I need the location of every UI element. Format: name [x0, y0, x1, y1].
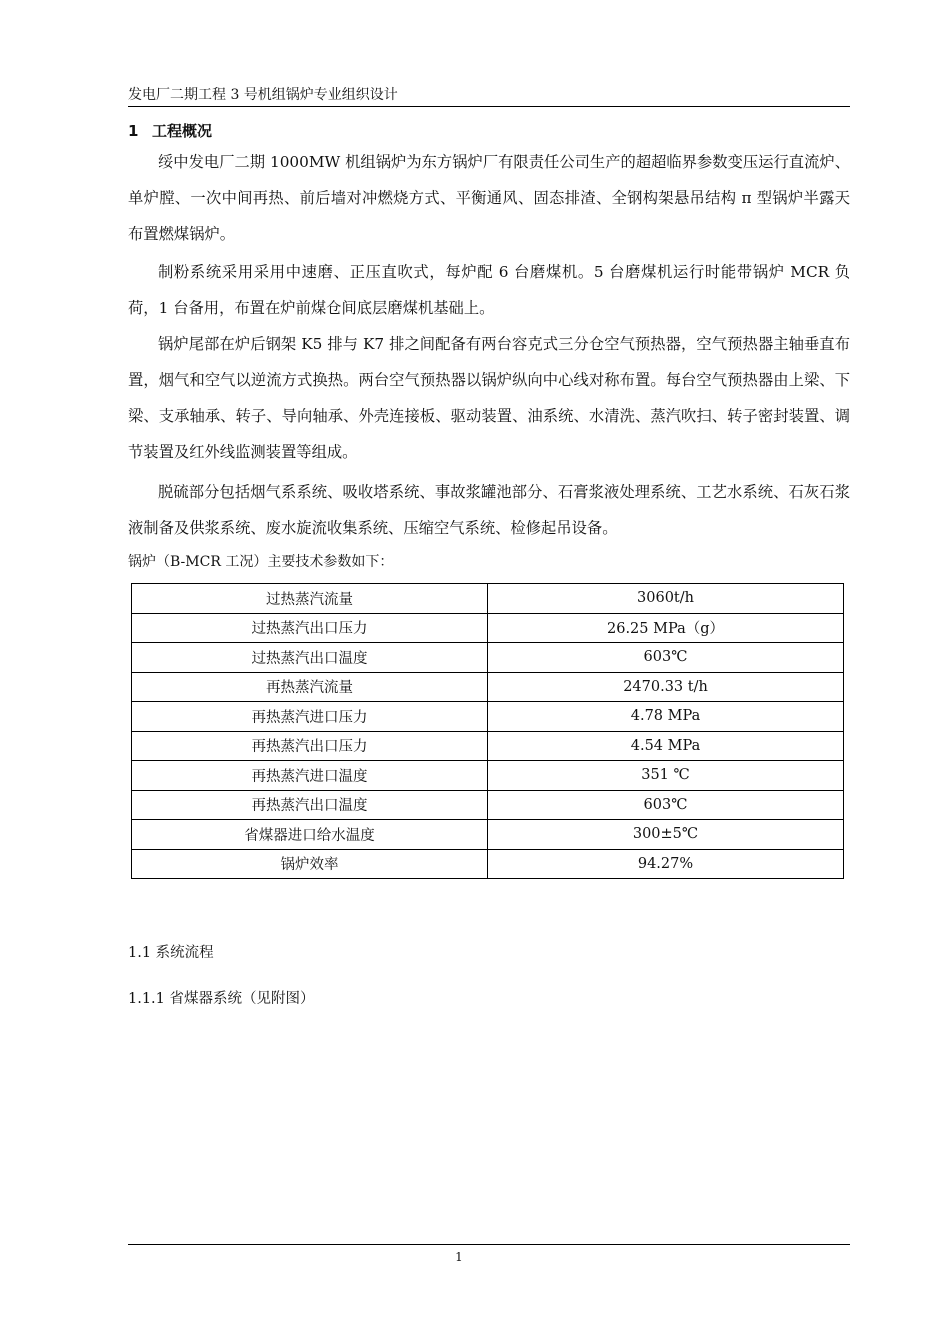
param-value-cell: 3060t/h — [488, 584, 844, 614]
param-value-cell: 351 ℃ — [488, 761, 844, 791]
table-caption: 锅炉（B-MCR 工况）主要技术参数如下： — [128, 554, 394, 570]
param-value-cell: 603℃ — [488, 643, 844, 673]
header-title: 发电厂二期工程 3 号机组锅炉专业组织设计 — [128, 87, 398, 103]
footer-divider — [128, 1244, 850, 1245]
paragraph-boiler-overview: 绥中发电厂二期 1000MW 机组锅炉为东方锅炉厂有限责任公司生产的超超临界参数变压运行直流炉、单炉膛、一次中间再热、前后墙对冲燃烧方式、平衡通风、固态排渣、全钢构架悬吊结构 π 型锅炉半露天布置燃煤锅炉。 — [128, 153, 850, 243]
param-name-cell: 再热蒸汽进口温度 — [132, 761, 488, 791]
param-name-cell: 过热蒸汽出口温度 — [132, 643, 488, 673]
section-title: 工程概况 — [152, 122, 213, 140]
table-row — [132, 761, 844, 791]
param-name-cell: 过热蒸汽流量 — [132, 584, 488, 614]
param-name-cell: 再热蒸汽进口压力 — [132, 702, 488, 732]
table-row — [132, 731, 844, 761]
paragraph-pulverizing-system: 制粉系统采用采用中速磨、正压直吹式，每炉配 6 台磨煤机。5 台磨煤机运行时能带锅炉 MCR 负荷，1 台备用，布置在炉前煤仓间底层磨煤机基础上。 — [128, 263, 850, 317]
table-row — [132, 613, 844, 643]
section-heading — [128, 120, 212, 141]
table-row — [132, 643, 844, 673]
param-name-cell: 锅炉效率 — [132, 849, 488, 879]
table-row — [132, 790, 844, 820]
subsection-heading-economizer: 1.1.1 省煤器系统（见附图） — [128, 991, 315, 1007]
section-number: 1 — [128, 122, 139, 140]
param-value-cell: 300±5℃ — [488, 820, 844, 850]
page-number: 1 — [455, 1250, 463, 1264]
table-row — [132, 702, 844, 732]
param-value-cell: 94.27% — [488, 849, 844, 879]
param-value-cell: 4.54 MPa — [488, 731, 844, 761]
table-row — [132, 584, 844, 614]
paragraph-air-preheater: 锅炉尾部在炉后钢架 K5 排与 K7 排之间配备有两台容克式三分仓空气预热器，空气预热器主轴垂直布置，烟气和空气以逆流方式换热。两台空气预热器以锅炉纵向中心线对称布置。每台空气预热器由上梁、下梁、支承轴承、转子、导向轴承、外壳连接板、驱动装置、油系统、水清洗、蒸汽吹扫、转子密封装置、调节装置及红外线监测装置等组成。 — [128, 335, 850, 461]
param-name-cell: 省煤器进口给水温度 — [132, 820, 488, 850]
param-name-cell: 再热蒸汽出口压力 — [132, 731, 488, 761]
param-name-cell: 再热蒸汽流量 — [132, 672, 488, 702]
param-value-cell: 4.78 MPa — [488, 702, 844, 732]
paragraph-desulfurization: 脱硫部分包括烟气系系统、吸收塔系统、事故浆罐池部分、石膏浆液处理系统、工艺水系统、石灰石浆液制备及供浆系统、废水旋流收集系统、压缩空气系统、检修起吊设备。 — [128, 483, 850, 537]
param-name-cell: 再热蒸汽出口温度 — [132, 790, 488, 820]
table-row — [132, 672, 844, 702]
boiler-parameters-table — [131, 583, 844, 879]
table-row — [132, 849, 844, 879]
param-value-cell: 2470.33 t/h — [488, 672, 844, 702]
param-value-cell: 26.25 MPa（g） — [488, 613, 844, 643]
param-value-cell: 603℃ — [488, 790, 844, 820]
subsection-heading-system-flow: 1.1 系统流程 — [128, 945, 214, 961]
param-name-cell: 过热蒸汽出口压力 — [132, 613, 488, 643]
page-header — [128, 86, 850, 107]
table-row — [132, 820, 844, 850]
